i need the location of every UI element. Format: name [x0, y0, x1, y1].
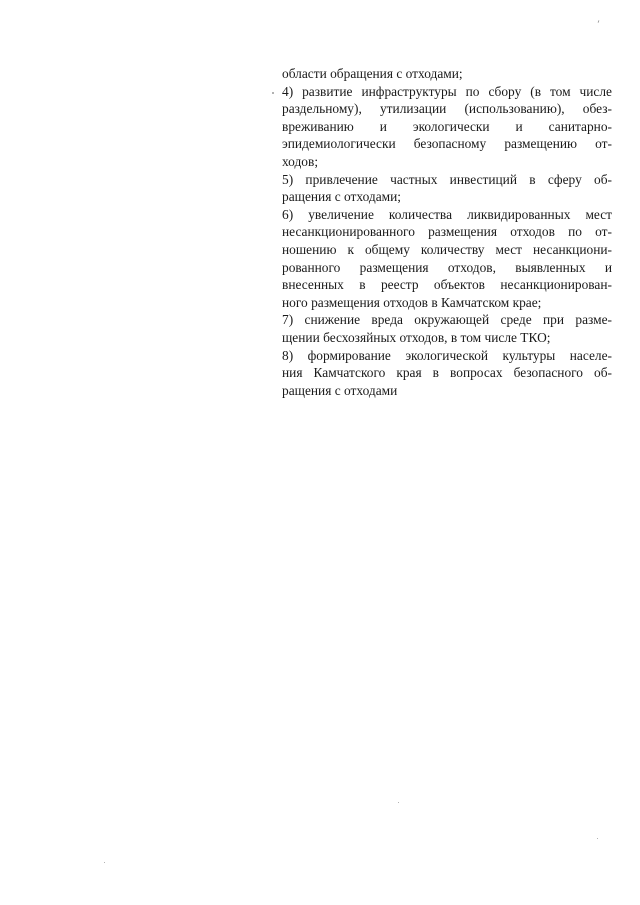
text-line: несанкционированного размещения отходов по от- — [282, 224, 612, 240]
text-line: ношению к общему количеству мест несанкциони- — [282, 241, 612, 257]
scan-speck — [598, 20, 600, 23]
text-line: 5) привлечение частных инвестиций в сферу об- — [282, 171, 612, 187]
text-line: ного размещения отходов в Камчатском крае; — [282, 294, 542, 310]
text-line: раздельному), утилизации (использованию), обез- — [282, 101, 612, 117]
scan-speck — [272, 92, 274, 94]
text-line: ния Камчатского края в вопросах безопасного об- — [282, 365, 612, 381]
scan-speck — [104, 862, 105, 863]
text-line: вреживанию и экологически и санитарно- — [282, 118, 612, 134]
text-line: ходов; — [282, 153, 319, 169]
text-line: эпидемиологически безопасному размещению от- — [282, 136, 612, 152]
text-line: 6) увеличение количества ликвидированных мест — [282, 206, 612, 222]
scan-speck — [597, 838, 598, 839]
text-line: ращения с отходами; — [282, 189, 402, 205]
text-line: 4) развитие инфраструктуры по сбору (в том числе — [282, 83, 612, 99]
text-line: 7) снижение вреда окружающей среде при разме- — [282, 312, 612, 328]
text-line: внесенных в реестр объектов несанкционирован- — [282, 277, 612, 293]
text-line: рованного размещения отходов, выявленных и — [282, 259, 612, 275]
scan-speck — [398, 802, 399, 803]
text-line: ращения с отходами — [282, 382, 398, 398]
text-line: области обращения с отходами; — [282, 66, 463, 81]
text-line: щении бесхозяйных отходов, в том числе ТКО; — [282, 329, 551, 345]
text-line: 8) формирование экологической культуры населе- — [282, 347, 612, 363]
document-text — [282, 65, 612, 399]
